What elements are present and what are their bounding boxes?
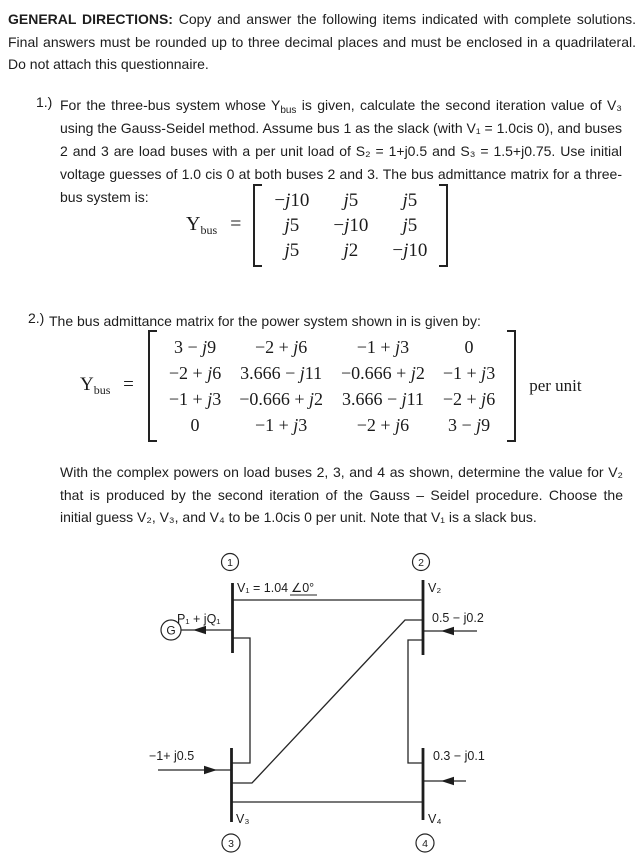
matrix1-cell: j5 — [284, 240, 300, 261]
matrix2-cell: −1 + j3 — [442, 363, 496, 383]
bus2-number: 2 — [418, 557, 424, 569]
matrix2-cell: 3 − j9 — [447, 415, 491, 435]
matr2-cell: −2 + j6 — [442, 389, 496, 409]
ybus-subscript: bus — [280, 105, 297, 116]
matrix2-equals: = — [123, 374, 134, 395]
bus3-load-arrow — [204, 766, 217, 774]
matrix1-cell: −j10 — [274, 190, 310, 211]
matrix1-equals: = — [230, 213, 242, 235]
matrix2-cell: −2 + j6 — [356, 415, 410, 435]
general-directions-text: Copy and answer the following items indicated with complete solutions. Final answers must be rounded up to three decimal places and must be enclosed in a quadrilateral. Do not attach this questionnaire. — [8, 11, 637, 72]
bus1-voltage-label: V₁ = 1.04 — [237, 581, 289, 595]
bus4-load-arrow — [441, 777, 454, 785]
matrix2-label: $Y_{bus}$ = — [80, 374, 134, 397]
power-system-one-line-diagram — [0, 530, 643, 864]
matrix1-cell: j2 — [343, 240, 359, 261]
item1-text-after: is given, calculate the second iteration value of V₃ using the Gauss-Seidel method. Assume bus 1 as the slack (with V₁ = 1.0cis 0), and buses 2 and 3 are load buses with a per unit load of S₂ = 1+j0.5 and S₃ = 1.5+j0.75. Use initial voltage guesses of 1.0 cis 0 at both buses 2 and 3. The bus admittance matrix for a three-bus system is: — [60, 97, 623, 205]
matrix2-cell: −1 + j3 — [254, 415, 308, 435]
ybus-matrix-2 — [80, 330, 582, 442]
bus1-number: 1 — [227, 557, 233, 569]
matrix1-grid — [262, 184, 439, 267]
bus1-voltage-angle: ∠0° — [291, 581, 315, 595]
matrix2-cell: −2 + j6 — [168, 363, 222, 383]
bus2-load-arrow — [441, 627, 454, 635]
matrix2-cell: 0 — [190, 415, 200, 435]
line-bus1-bus3 — [232, 638, 250, 763]
matrix1-cell: j5 — [402, 190, 418, 211]
matrix1-cell: j5 — [343, 190, 359, 211]
bus4-load-label: 0.3 − j0.1 — [433, 749, 485, 763]
bus3-number: 3 — [228, 838, 234, 850]
matrix2-grid — [157, 330, 507, 442]
item1-number: 1.) — [36, 94, 53, 110]
bus4-voltage-label: V₄ — [428, 812, 442, 826]
generator-symbol: G — [166, 623, 176, 638]
matrix1-cell: −j10 — [392, 240, 428, 261]
general-directions-heading: GENERAL DIRECTIONS: — [8, 11, 173, 27]
matrix1-cell: j5 — [402, 215, 418, 236]
bus2-load-label: 0.5 − j0.2 — [432, 611, 484, 625]
ybus-symbol: Y — [270, 97, 281, 113]
matrix1-right-bracket — [439, 184, 448, 267]
matrix1-label: $Y_{bus}$ = — [186, 213, 242, 237]
bus3-voltage-label: V₃ — [236, 812, 250, 826]
matrix2-cell: −1 + j3 — [356, 337, 410, 357]
matrix2-cell: 3.666 − j11 — [240, 363, 323, 383]
item2-body-paragraph: With the complex powers on load buses 2, 3, and 4 as shown, determine the value for V₂ that is produced by the second iteration of the Gauss – Seidel procedure. Choose the initial guess V₂, V₃, and V₄ to be 1.0cis 0 per unit. Note that V₁ is a slack bus. — [60, 464, 623, 525]
matrix2-cell: 0 — [464, 337, 474, 357]
matrix2-left-bracket — [148, 330, 157, 442]
generator-power-label: P₁ + jQ₁ — [177, 612, 221, 626]
matrix2-cell: −1 + j3 — [168, 389, 222, 409]
bus3-load-label: −1+ j0.5 — [149, 749, 195, 763]
line-bus2-bus3 — [232, 620, 423, 783]
item2-text: The bus admittance matrix for the power system shown in is given by: — [49, 313, 481, 329]
per-unit-label: per unit — [529, 376, 582, 395]
matrix1-left-bracket — [253, 184, 262, 267]
general-directions-paragraph — [8, 8, 636, 76]
matrix2-cell: 3 − j9 — [173, 337, 217, 357]
bus4-number: 4 — [422, 838, 428, 850]
matrix2-cell: −0.666 + j2 — [239, 389, 324, 409]
line-bus2-bus4 — [408, 640, 423, 763]
matrix2-cell: −0.666 + j2 — [341, 363, 425, 383]
item2-number: 2.) — [28, 310, 45, 326]
matrix2-right-bracket — [507, 330, 516, 442]
matrix2-cell: −2 + j6 — [254, 337, 308, 357]
item1-text-before: For the three-bus system whose — [60, 97, 271, 113]
generator-power-arrow — [193, 626, 206, 634]
matrix1-cell: j5 — [284, 215, 300, 236]
ybus-matrix-1 — [186, 184, 448, 267]
matrix1-cell: −j10 — [333, 215, 369, 236]
bus2-voltage-label: V₂ — [428, 581, 442, 595]
matrix2-cell: 3.666 − j11 — [341, 389, 424, 409]
